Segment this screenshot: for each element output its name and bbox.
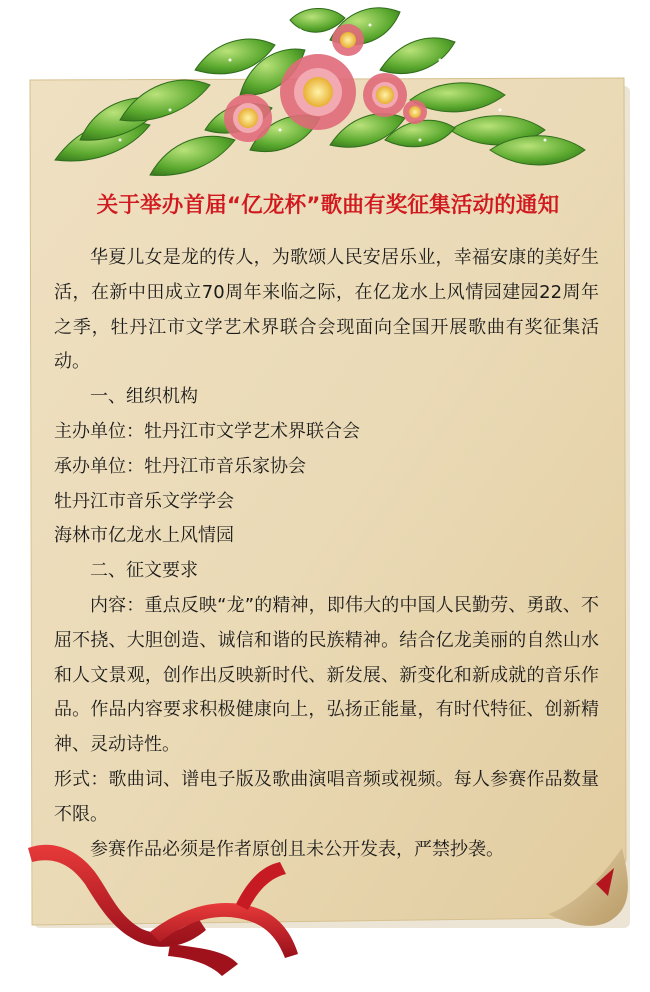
originality-note: 参赛作品必须是作者原创且未公开发表，严禁抄袭。 xyxy=(90,838,504,860)
notice-body xyxy=(54,241,599,867)
content-requirement-paragraph: 内容：重点反映“龙”的精神，即伟大的中国人民勤劳、勇敢、不屈不挠、大胆创造、诚信和谐的民族精神。结合亿龙美丽的自然山水和人文景观，创作出反映新时代、新发展、新变化和新成就的音乐作品。作品内容要求积极健康向上，弘扬正能量，有时代特征、创新精神、灵动诗性。 xyxy=(54,594,599,756)
co-organizer-line: 承办单位：牡丹江市音乐家协会 xyxy=(54,455,306,477)
co-organizer-line: 牡丹江市音乐文学学会 xyxy=(54,490,234,512)
intro-paragraph: 华夏儿女是龙的传人，为歌颂人民安居乐业，幸福安康的美好生活，在新中田成立70周年来临之际，在亿龙水上风情园建园22周年之季，牡丹江市文学艺术界联合会现面向全国开展歌曲有奖征集活动。 xyxy=(54,247,599,373)
section-heading-organization: 一、组织机构 xyxy=(90,386,198,408)
form-requirement-paragraph: 形式：歌曲词、谱电子版及歌曲演唱音频或视频。每人参赛作品数量不限。 xyxy=(54,768,599,825)
co-organizer-line: 海林市亿龙水上风情园 xyxy=(54,525,234,547)
notice-content xyxy=(54,188,599,867)
section-heading-requirements: 二、征文要求 xyxy=(90,560,198,582)
notice-title: 关于举办首届“亿龙杯”歌曲有奖征集活动的通知 xyxy=(96,193,560,218)
organizer-line: 主办单位：牡丹江市文学艺术界联合会 xyxy=(54,420,360,442)
